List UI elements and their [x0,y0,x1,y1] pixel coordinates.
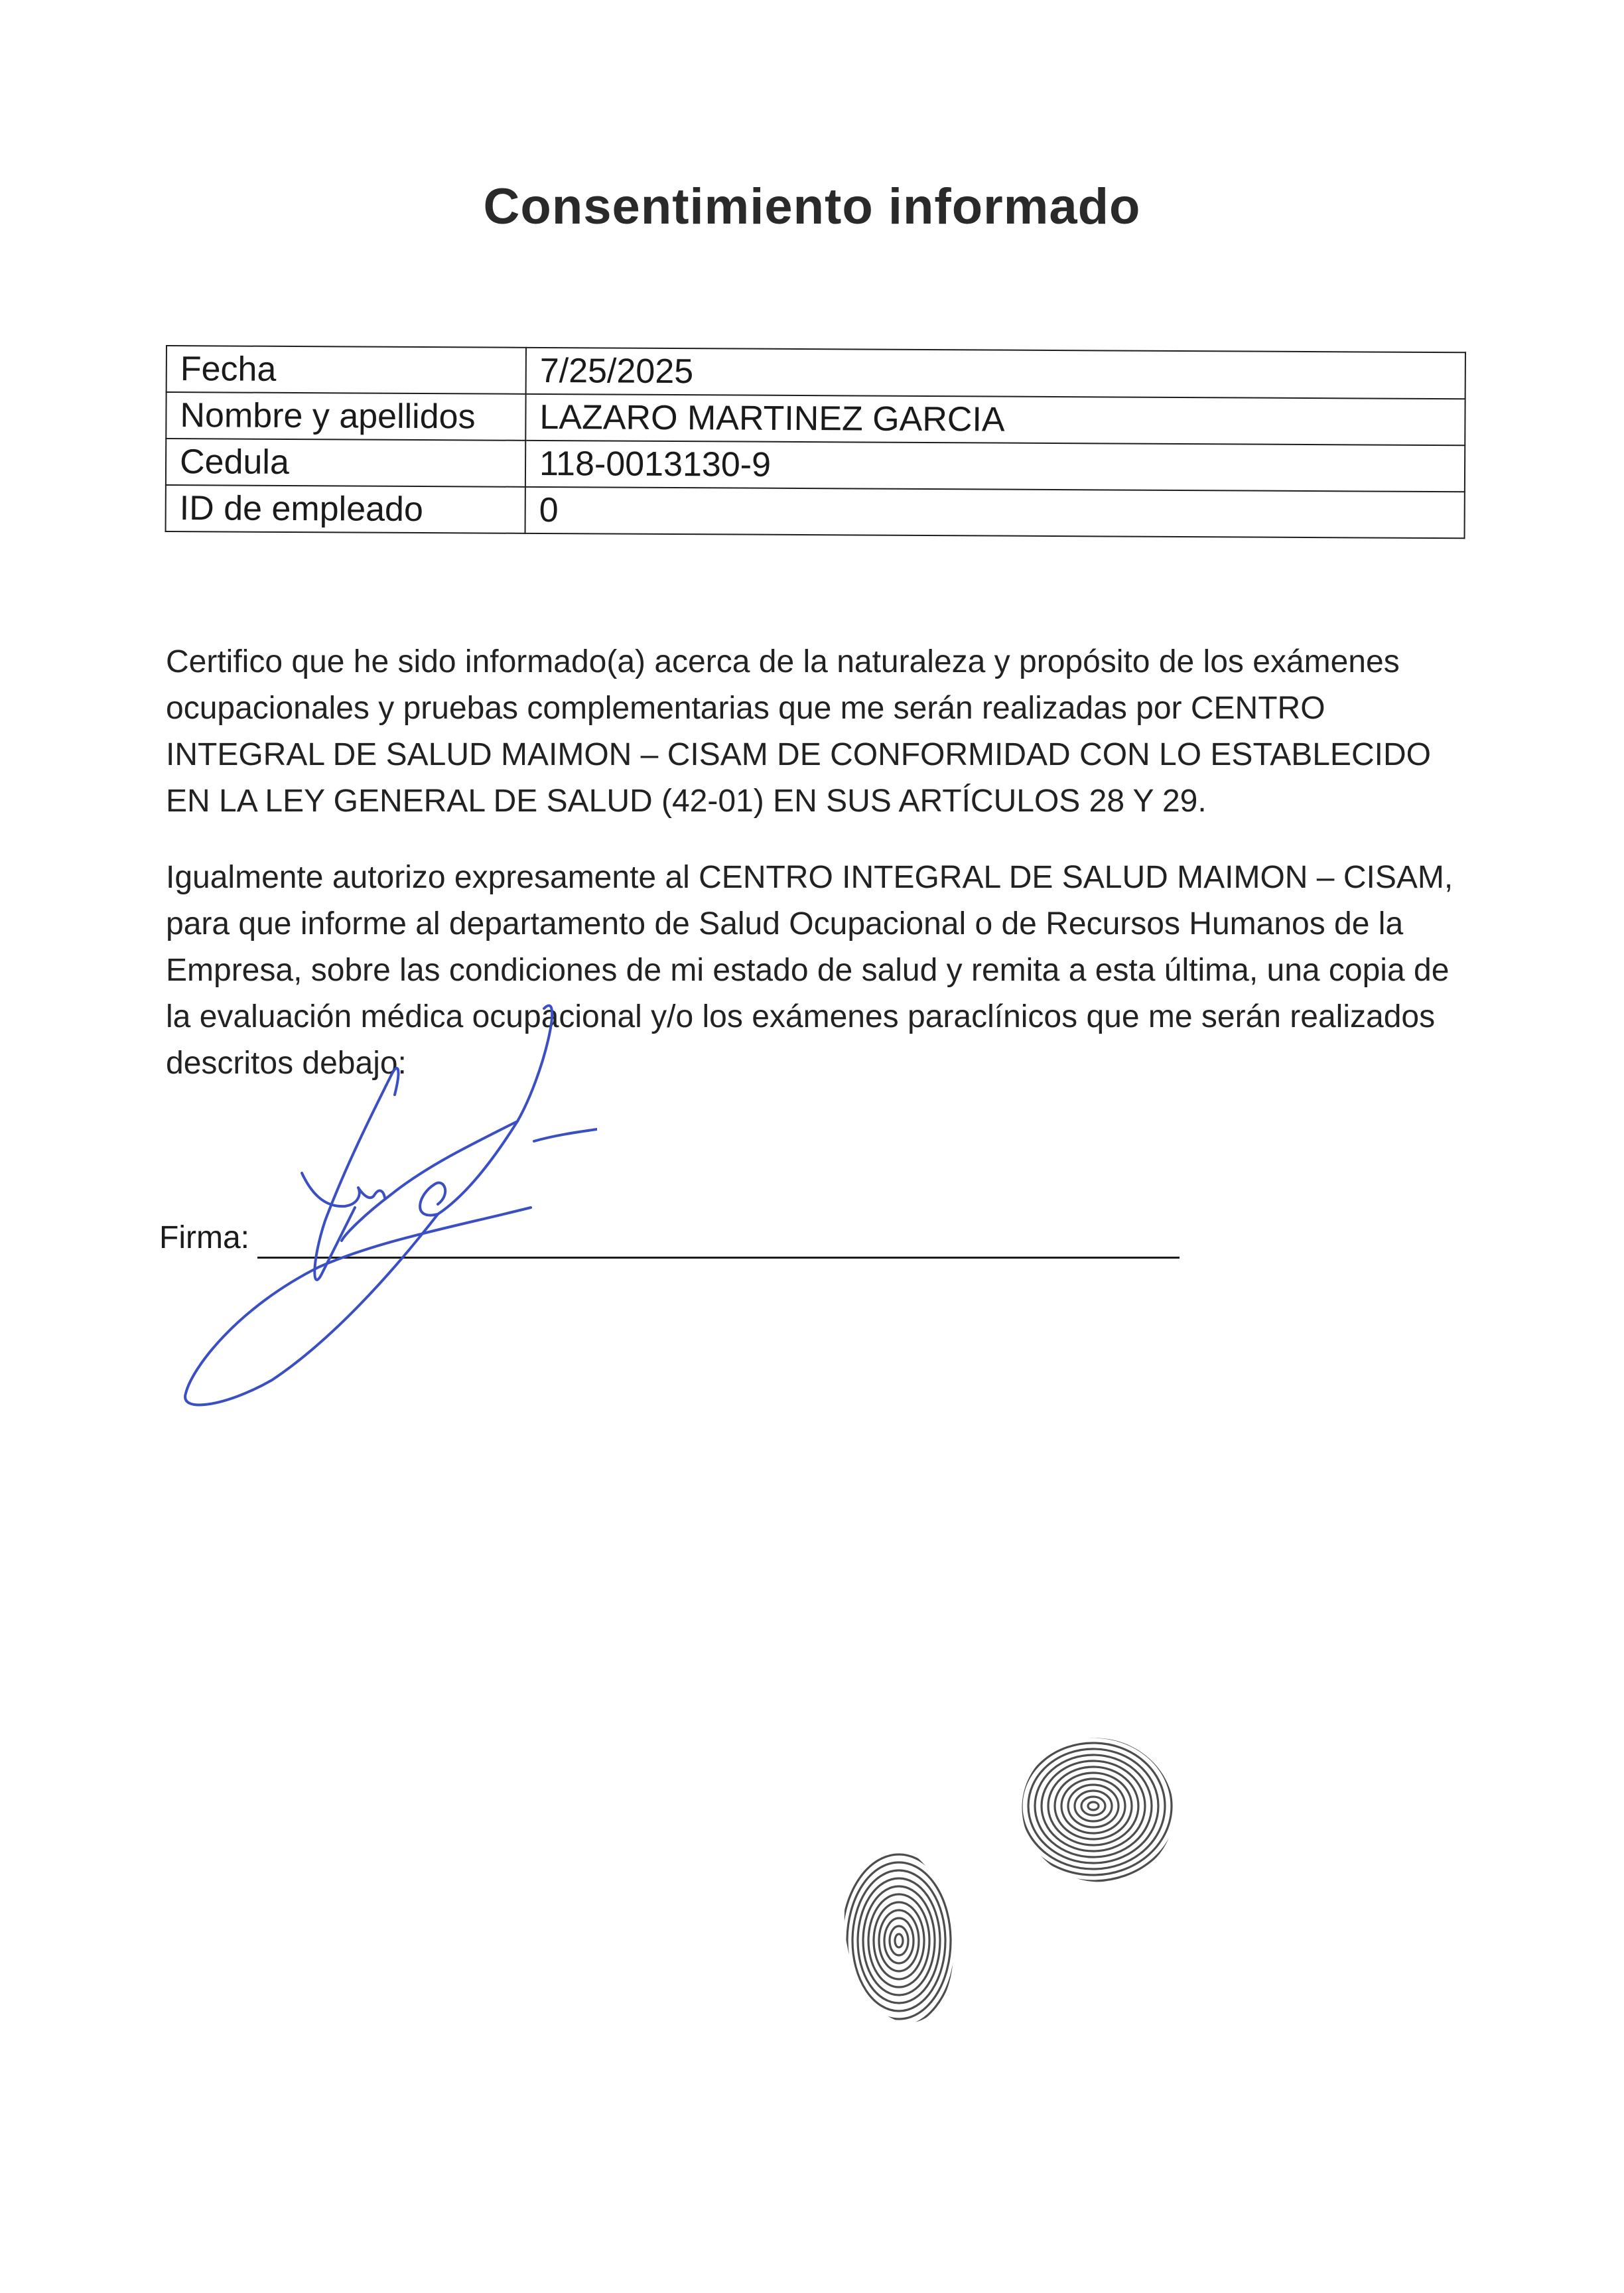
cedula-value: 118-0013130-9 [525,441,1465,492]
table-row [166,392,1465,445]
handwritten-signature [172,995,597,1420]
table-row [166,439,1465,492]
table-row [167,346,1465,399]
employee-id-label: ID de empleado [166,485,525,533]
nombre-value: LAZARO MARTINEZ GARCIA [525,394,1465,445]
fingerprint-left [839,1841,959,2040]
table-row [166,485,1465,538]
authorization-paragraph: Igualmente autorizo expresamente al CENTRO INTEGRAL DE SALUD MAIMON – CISAM, para que informe al departamento de Salud Ocupacional o de Recursos Humanos de la Empresa, sobre las condiciones de mi estado de salud y remita a esta última, una copia de la evaluación médica ocupacional y/o los exámenes paraclínicos que me serán realizados descritos debajo: [166,860,1454,1081]
certification-paragraph: Certifico que he sido informado(a) acerca de la naturaleza y propósito de los exámenes ocupacionales y pruebas complementarias que me serán realizadas por CENTRO INTEGRAL DE SALUD MAIMON – CISAM DE CONFORMIDAD CON LO ESTABLECIDO EN LA LEY GENERAL DE SALUD (42-01) EN SUS ARTÍCULOS 28 Y 29. [166,644,1431,819]
fecha-label: Fecha [167,346,526,394]
fecha-value: 7/25/2025 [526,348,1465,399]
employee-id-value: 0 [525,487,1465,538]
nombre-label: Nombre y apellidos [166,392,525,441]
info-table [165,345,1466,539]
document-title: Consentimiento informado [483,178,1141,235]
cedula-label: Cedula [166,439,525,487]
fingerprint-right [1015,1732,1181,1891]
signature-label: Firma: [159,1220,249,1255]
